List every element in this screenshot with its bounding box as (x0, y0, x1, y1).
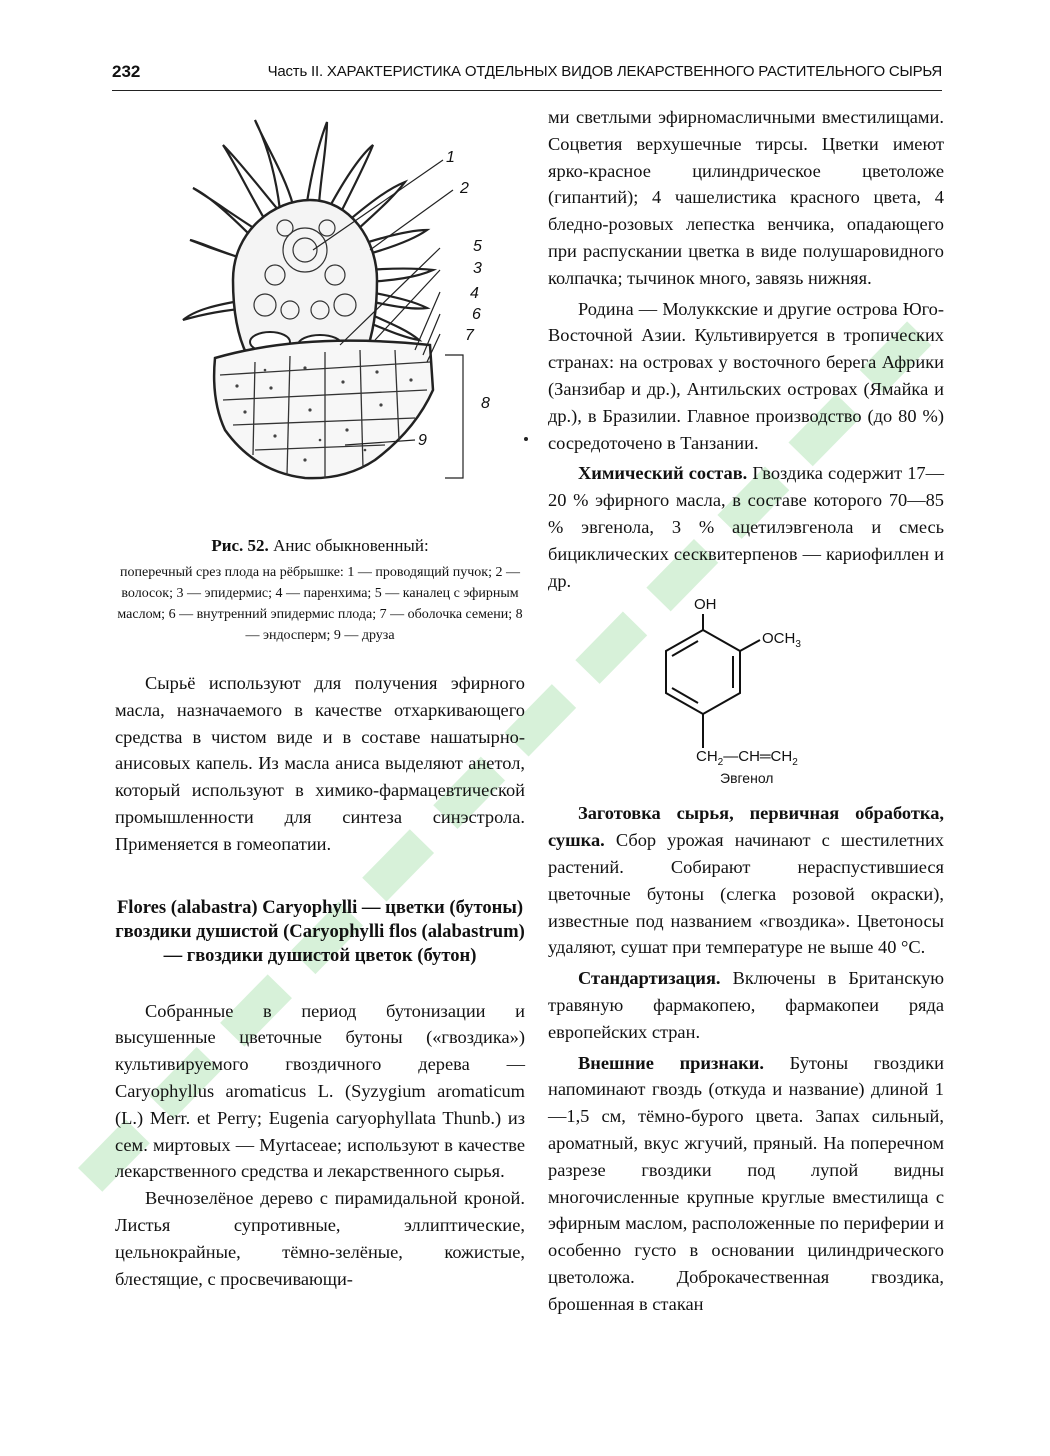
figure-title: Анис обыкновенный: (273, 536, 429, 555)
external-text: Бутоны гвоздики напоминают гвоздь (откуда и название) длиной 1—1,5 см, тёмно-бурого цвета. Запах сильный, ароматный, вкус жгучий, пряный. На поперечном разрезе гвоздики под лупой видны многочисленные крупные круглые вместилища с эфирным маслом, расположенные по периферии и особенно густо в основании цилиндрического цветоложа. Доброкачественная гвоздика, брошенная в стакан (548, 1052, 944, 1314)
standardization-text: Включены в Британскую травяную фармакопею, фармакопеи ряда европейских стран. (548, 968, 944, 1042)
figure-label-1: 1 (446, 149, 455, 166)
anise-fruit-cross-section-illustration (115, 100, 525, 530)
figure-label-6: 6 (472, 306, 481, 323)
figure-caption-title (115, 536, 525, 556)
ch2a-sub: 2 (717, 757, 724, 769)
running-title: Часть II. ХАРАКТЕРИСТИКА ОТДЕЛЬНЫХ ВИДОВ ЛЕКАРСТВЕННОГО РАСТИТЕЛЬНОГО СЫРЬЯ (267, 63, 942, 80)
double-bond: ═ (759, 748, 771, 766)
och-sub: 3 (795, 639, 801, 651)
run-head-harvest: Заготовка сырья, первичная обработка, сушка. (548, 803, 944, 851)
ch2a-text: CH (696, 748, 718, 766)
paragraph-clove-tree: Вечнозелёное дерево с пирамидальной кроной. Листья супротивные, эллиптические, цельнокрайные, тёмно-зелёные, кожистые, блестящие, с просвечивающи- (115, 1188, 525, 1289)
ch2b-text: CH (770, 748, 793, 766)
paragraph-chemical-composition (548, 460, 944, 594)
label-oh: OH (694, 596, 717, 614)
figure-anise-cross-section (115, 100, 525, 530)
figure-label-7: 7 (465, 327, 474, 344)
figure-label-8: 8 (481, 395, 490, 412)
figure-label-4: 4 (470, 285, 479, 302)
figure-caption-text: поперечный срез плода на рёбрышке: 1 — проводящий пучок; 2 — волосок; 3 — эпидермис; 4 — паренхима; 5 — каналец с эфирным маслом; 6 — внутренний эпидермис плода; 7 — оболочка семени; 8 — эндосперм; 9 — друза (117, 565, 523, 643)
paragraph-clove-definition: Собранные в период бутонизации и высушенные цветочные бутоны («гвоздика») культивируемого гвоздичного дерева — Caryophyllus aromaticus L. (Syzygium aromaticum (L.) Merr. et Perry; Eugenia caryophyllata Thunb.) из сем. миртовых — Myrtaceae; используют в качестве лекарственного средства и лекарственного сырья. (115, 1000, 525, 1182)
figure-label-5: 5 (473, 238, 482, 255)
paragraph-anise-use: Сырьё используют для получения эфирного масла, назначаемого в качестве отхаркивающего средства в чистом виде и в составе нашатырно-анисовых капель. Из масла аниса выделяют анетол, который используют в химико-фармацевтической промышленности для синтеза синэстрола. Применяется в гомеопатии. (115, 673, 525, 854)
section-title-clove: Flores (alabastra) Caryophylli — цветки (бутоны) гвоздики душистой (Caryophylli flos (alabastrum) — гвоздики душистой цветок (бутон) (115, 896, 525, 966)
compound-name-eugenol: Эвгенол (720, 770, 774, 787)
run-head-standardization: Стандартизация. (578, 968, 721, 989)
right-column (548, 104, 944, 1317)
figure-label-3: 3 (473, 260, 482, 277)
run-head-external: Внешние признаки. (578, 1052, 764, 1073)
eugenol-structure (548, 598, 944, 786)
och-text: OCH (762, 630, 796, 648)
ch-text: CH (738, 748, 760, 766)
figure-number: Рис. 52. (211, 536, 269, 555)
label-side-chain (696, 748, 798, 768)
page-number: 232 (112, 62, 141, 81)
paragraph-flower-description: ми светлыми эфирномасличными вместилищами. Соцветия верхушечные тирсы. Цветки имеют ярко-красное цилиндрическое цветоложе (гипантий); 4 чашелистика красного цвета, 4 бледно-розовых лепестка венчика, опадающего при распускании цветка в виде полушаровидного колпачка; тычинок много, завязь нижняя. (548, 107, 944, 288)
single-bond: — (723, 748, 739, 766)
ch2b-sub: 2 (792, 757, 798, 769)
figure-label-9: 9 (418, 432, 427, 449)
paragraph-homeland: Родина — Молуккские и другие острова Юго-Восточной Азии. Культивируется в тропических странах: на островах у восточного берега Африки (Занзибар и др.), Антильских островах (Ямайка и др.), в Бразилии. Главное производство (до 80 %) сосредоточено в Танзании. (548, 298, 944, 453)
figure-label-2: 2 (460, 180, 469, 197)
paragraph-external-features (548, 1050, 944, 1318)
run-head-chemical: Химический состав. (578, 463, 748, 484)
chemical-text: Гвоздика содержит 17—20 % эфирного масла, в составе которого 70—85 % эвгенола, 3 % ацетилэвгенола и смесь бициклических сесквитерпенов — кариофиллен и др. (548, 463, 945, 591)
page-header (112, 60, 942, 91)
harvest-text: Сбор урожая начинают с шестилетних растений. Собирают нераспустившиеся цветочные бутоны (слегка розовой окраски), известные под названием «гвоздика». Цветоносы удаляют, сушат при температуре не выше 40 °С. (548, 830, 944, 958)
paragraph-standardization (548, 965, 944, 1045)
paragraph-harvest (548, 800, 944, 961)
left-column (115, 100, 525, 1292)
label-och3 (762, 630, 801, 650)
